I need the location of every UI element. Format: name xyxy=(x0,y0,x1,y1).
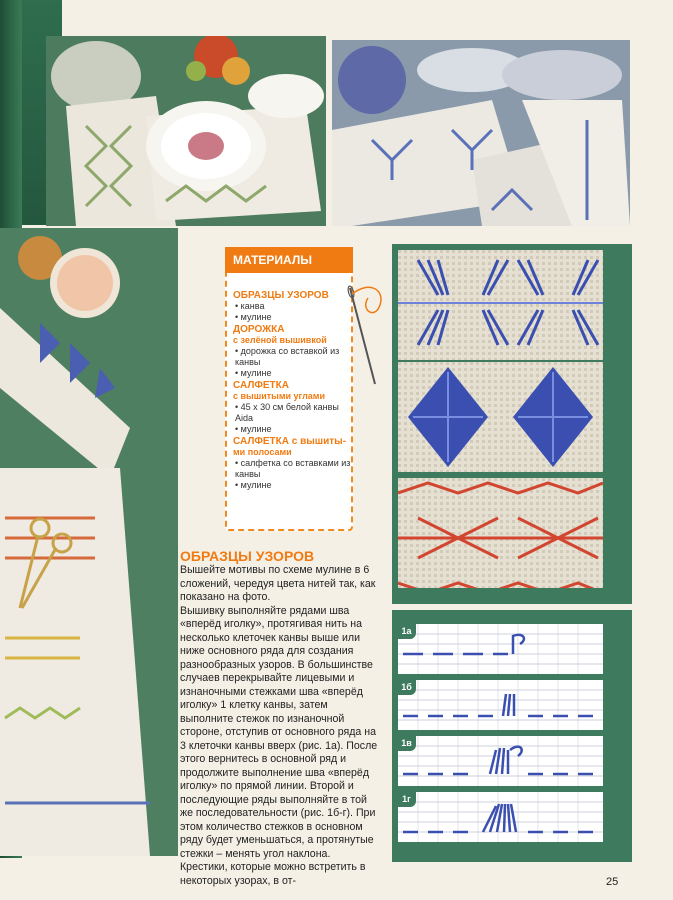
materials-item: • 45 х 30 см белой канвы Aida xyxy=(235,402,339,423)
materials-item: • мулине xyxy=(235,368,272,378)
photo-runner-scissors xyxy=(0,228,178,856)
diagram-step-label: 1а xyxy=(397,624,416,639)
article-title: ОБРАЗЦЫ УЗОРОВ xyxy=(180,548,315,564)
materials-section-title: САЛФЕТКА xyxy=(233,380,289,391)
materials-item: • мулине xyxy=(235,312,272,322)
page-number: 25 xyxy=(606,876,619,888)
runner-scissors-illustration xyxy=(0,228,178,856)
materials-section-subtitle: ми полосами xyxy=(233,447,292,457)
photo-blue-napkins xyxy=(332,40,630,226)
photo-green-runner xyxy=(46,36,326,226)
napkins-illustration xyxy=(332,40,630,226)
sample-blue-diamonds-illustration xyxy=(398,362,603,472)
sample-blue-arrows-illustration xyxy=(398,250,603,360)
diagram-step xyxy=(398,624,603,674)
diagram-grid xyxy=(398,680,603,730)
article-body xyxy=(180,564,380,888)
runner-illustration xyxy=(46,36,326,226)
sample-blue-arrows xyxy=(398,250,603,360)
article-paragraph: Вышейте мотивы по схеме мулине в 6 сложений, чередуя цвета нитей так, как показано на фото. xyxy=(180,564,376,603)
materials-item: • мулине xyxy=(235,424,272,434)
diagram-step xyxy=(398,736,603,786)
materials-section-subtitle: с вышитыми углами xyxy=(233,391,325,401)
needle-icon xyxy=(340,280,400,390)
diagram-step-label: 1г xyxy=(397,792,416,807)
article-paragraph: Вышивку выполняйте рядами шва «вперёд иголку», протягивая нить на несколько клеточек канвы выше или ниже основного ряда для создания разнообразных узоров. В большинстве случаев перекрывайте лицевыми и изнаночными стежками шва «вперёд иголку» 1 клетку канвы, затем выполните стежок по изнаночной стороне, отступив от основного ряда на 3 клеточки канвы вверх (рис. 1а). После этого вернитесь в основной ряд и продолжите выполнение шва «вперёд иголку» по прямой линии. Второй и последующие ряды выполняйте в той же последовательности (рис. 1б-г). При этом количество стежков в основном ряду будет уменьшаться, а протянутые стежки – менять угол наклона. Крестики, которые можно встретить в некоторых узорах, в от- xyxy=(180,604,378,887)
materials-list xyxy=(233,289,351,491)
materials-header: МАТЕРИАЛЫ xyxy=(225,247,353,273)
materials-section-title: ДОРОЖКА xyxy=(233,324,285,335)
materials-section-title: ОБРАЗЦЫ УЗОРОВ xyxy=(233,290,329,301)
sample-red-pattern-illustration xyxy=(398,478,603,588)
materials-item: • канва xyxy=(235,301,265,311)
diagram-grid xyxy=(398,736,603,786)
diagram-grid xyxy=(398,792,603,842)
diagram-step-label: 1в xyxy=(397,736,416,751)
materials-section-title: САЛФЕТКА с вышиты- xyxy=(233,436,347,447)
diagram-grid xyxy=(398,624,603,674)
materials-section-subtitle: с зелёной вышивкой xyxy=(233,335,327,345)
materials-item: • мулине xyxy=(235,480,272,490)
sample-blue-diamonds xyxy=(398,362,603,472)
materials-box xyxy=(225,247,353,531)
sample-red-pattern xyxy=(398,478,603,588)
diagram-step-label: 1б xyxy=(397,680,416,695)
diagram-step xyxy=(398,680,603,730)
page-margin xyxy=(0,858,180,900)
diagram-step xyxy=(398,792,603,842)
materials-item: • дорожка со вставкой из канвы xyxy=(235,346,340,367)
materials-item: • салфетка со вставками из канвы xyxy=(235,458,351,479)
